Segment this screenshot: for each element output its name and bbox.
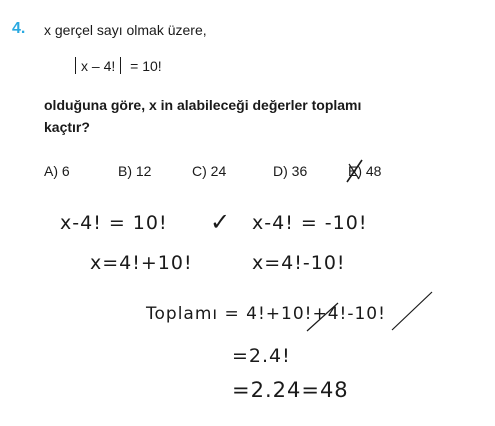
choice-a[interactable]: A) 6 — [44, 163, 70, 179]
absolute-value-equation — [70, 57, 162, 74]
check-mark-icon: ✓ — [210, 208, 232, 236]
choice-c[interactable]: C) 24 — [192, 163, 227, 179]
choice-e[interactable]: E) 48 — [348, 163, 382, 179]
handwritten-solution-1: x=4!+10! — [90, 252, 193, 274]
question-prompt — [44, 94, 361, 138]
handwritten-simplify: =2.4! — [232, 345, 291, 367]
handwritten-case-1: x-4! = 10! — [60, 212, 168, 234]
handwritten-case-2: x-4! = -10! — [252, 212, 368, 234]
question-number: 4. — [12, 20, 26, 37]
abs-bar-right — [120, 57, 121, 74]
question-stem: x gerçel sayı olmak üzere, — [44, 22, 207, 38]
choice-b[interactable]: B) 12 — [118, 163, 152, 179]
handwritten-solution-2: x=4!-10! — [252, 252, 346, 274]
question-prompt-line-1: olduğuna göre, x in alabileceği değerler toplamı — [44, 97, 362, 113]
choice-d[interactable]: D) 36 — [273, 163, 308, 179]
handwritten-sum: Toplamı = 4!+10!+4!-10! — [146, 304, 386, 324]
equation-inner: x – 4! — [81, 58, 116, 74]
equation-rhs: = 10! — [130, 58, 162, 74]
handwritten-result: =2.24=48 — [232, 378, 349, 402]
abs-bar-left — [75, 57, 76, 74]
question-prompt-line-2: kaçtır? — [44, 119, 90, 135]
